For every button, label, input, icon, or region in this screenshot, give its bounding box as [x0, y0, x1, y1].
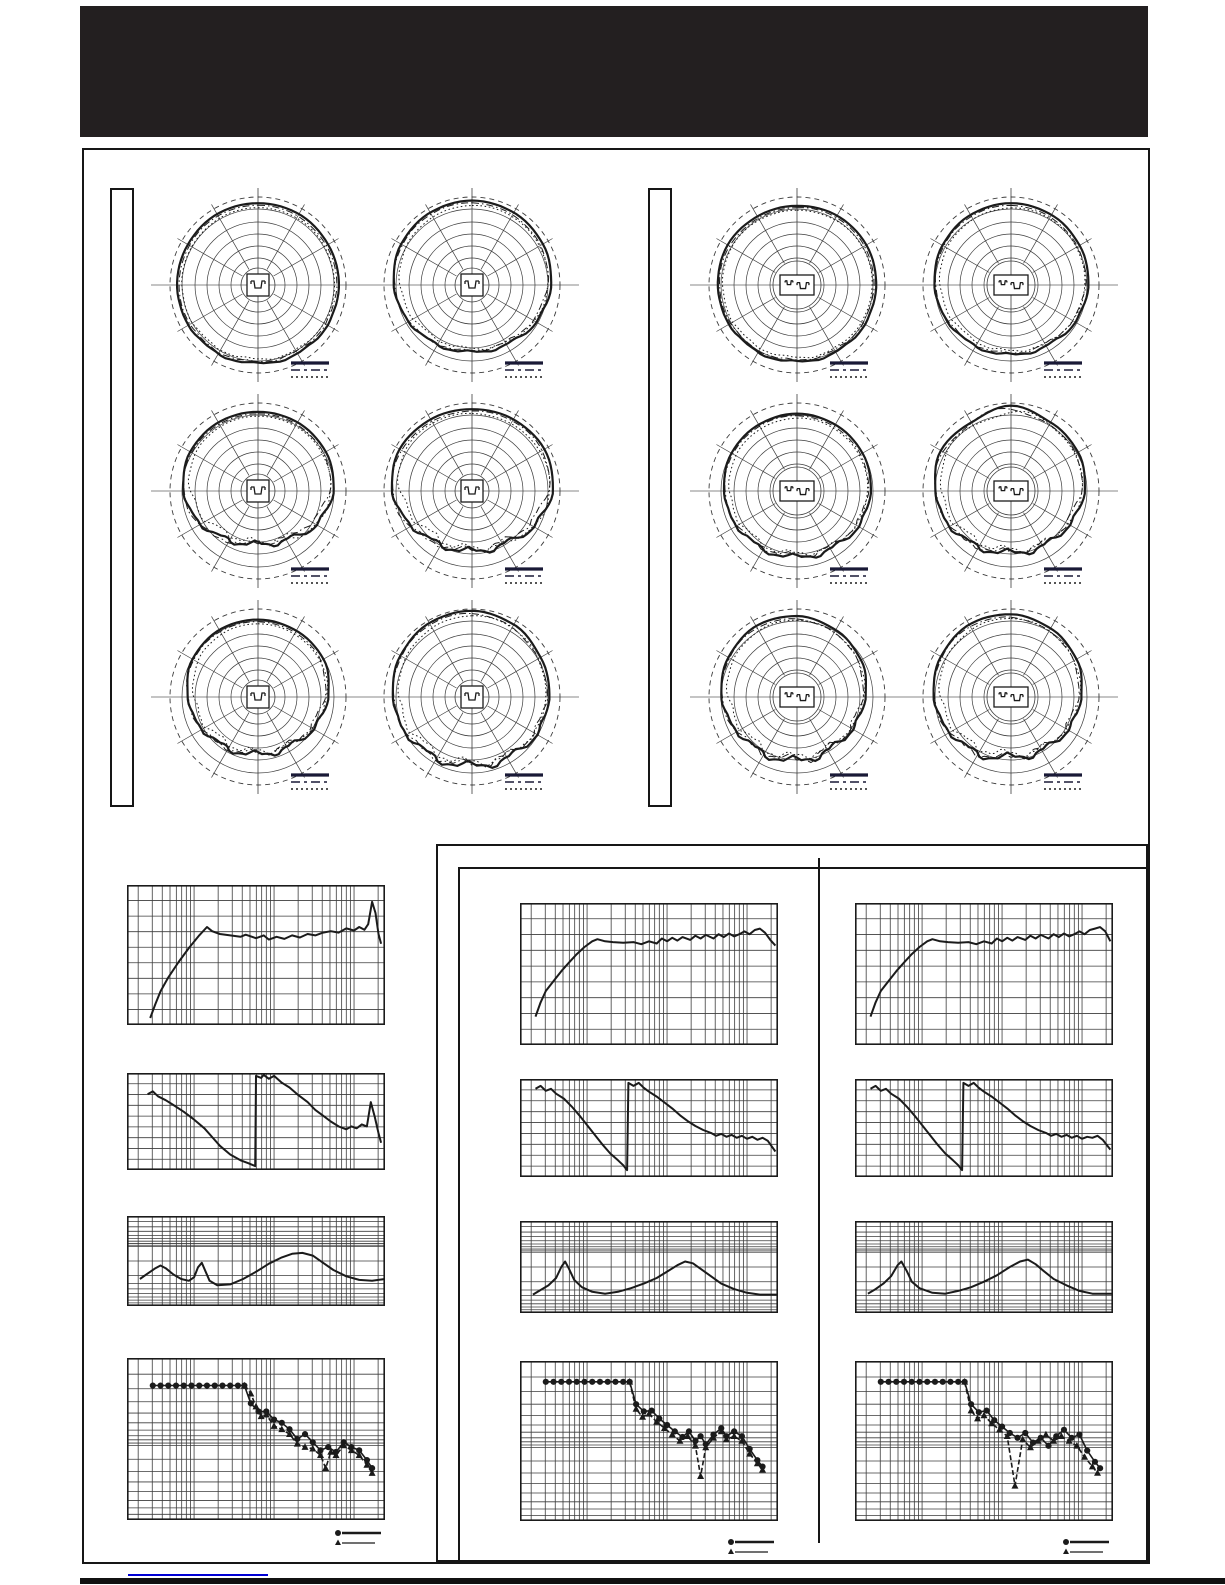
polar-plot-right-4 [904, 391, 1118, 597]
polar-cell [151, 391, 365, 597]
polar-legend [505, 569, 543, 583]
polar-plot-right-2 [904, 185, 1118, 391]
chart-right-frequency-response [855, 903, 1113, 1045]
polar-cell [904, 185, 1118, 391]
polar-legend [291, 363, 329, 377]
polar-plot-right-1 [690, 185, 904, 391]
polar-cell [151, 597, 365, 803]
chart-middle-phase-response [520, 1079, 778, 1177]
polar-legend [505, 775, 543, 789]
polar-group-label-bar-left [110, 188, 134, 807]
polar-plot-group-right [690, 185, 1118, 803]
polar-legend [830, 363, 868, 377]
header-banner [80, 6, 1148, 137]
polar-plot-left-5 [151, 597, 365, 803]
chart-middle-frequency-response [520, 903, 778, 1045]
polar-cell [690, 597, 904, 803]
chart-legend [1061, 1536, 1113, 1558]
chart-right-power-handling [855, 1361, 1113, 1521]
polar-cell [690, 185, 904, 391]
chart-legend [333, 1527, 385, 1549]
polar-legend [830, 775, 868, 789]
polar-plot-right-3 [690, 391, 904, 597]
polar-plot-left-6 [365, 597, 579, 803]
polar-plot-group-left [151, 185, 579, 803]
chart-middle-impedance [520, 1221, 778, 1313]
chart-left-frequency-response [127, 885, 385, 1025]
polar-cell [151, 185, 365, 391]
polar-cell [904, 597, 1118, 803]
polar-legend [1044, 569, 1082, 583]
bottom-rule [80, 1578, 1225, 1584]
polar-plot-left-4 [365, 391, 579, 597]
footer-link[interactable] [128, 1566, 268, 1576]
polar-legend [291, 569, 329, 583]
polar-legend [505, 363, 543, 377]
polar-legend [291, 775, 329, 789]
polar-cell [365, 391, 579, 597]
polar-cell [365, 597, 579, 803]
polar-cell [690, 391, 904, 597]
polar-cell [365, 185, 579, 391]
polar-plot-left-3 [151, 391, 365, 597]
chart-left-phase-response [127, 1073, 385, 1170]
chart-legend [726, 1536, 778, 1558]
polar-legend [1044, 363, 1082, 377]
polar-cell [904, 391, 1118, 597]
chart-right-phase-response [855, 1079, 1113, 1177]
chart-middle-power-handling [520, 1361, 778, 1521]
panel-divider [818, 858, 820, 1543]
polar-group-label-bar-right [648, 188, 672, 807]
polar-plot-left-2 [365, 185, 579, 391]
polar-legend [1044, 775, 1082, 789]
chart-left-power-handling [127, 1358, 385, 1520]
chart-left-impedance [127, 1216, 385, 1306]
polar-plot-right-6 [904, 597, 1118, 803]
polar-plot-left-1 [151, 185, 365, 391]
polar-plot-right-5 [690, 597, 904, 803]
chart-right-impedance [855, 1221, 1113, 1313]
polar-legend [830, 569, 868, 583]
